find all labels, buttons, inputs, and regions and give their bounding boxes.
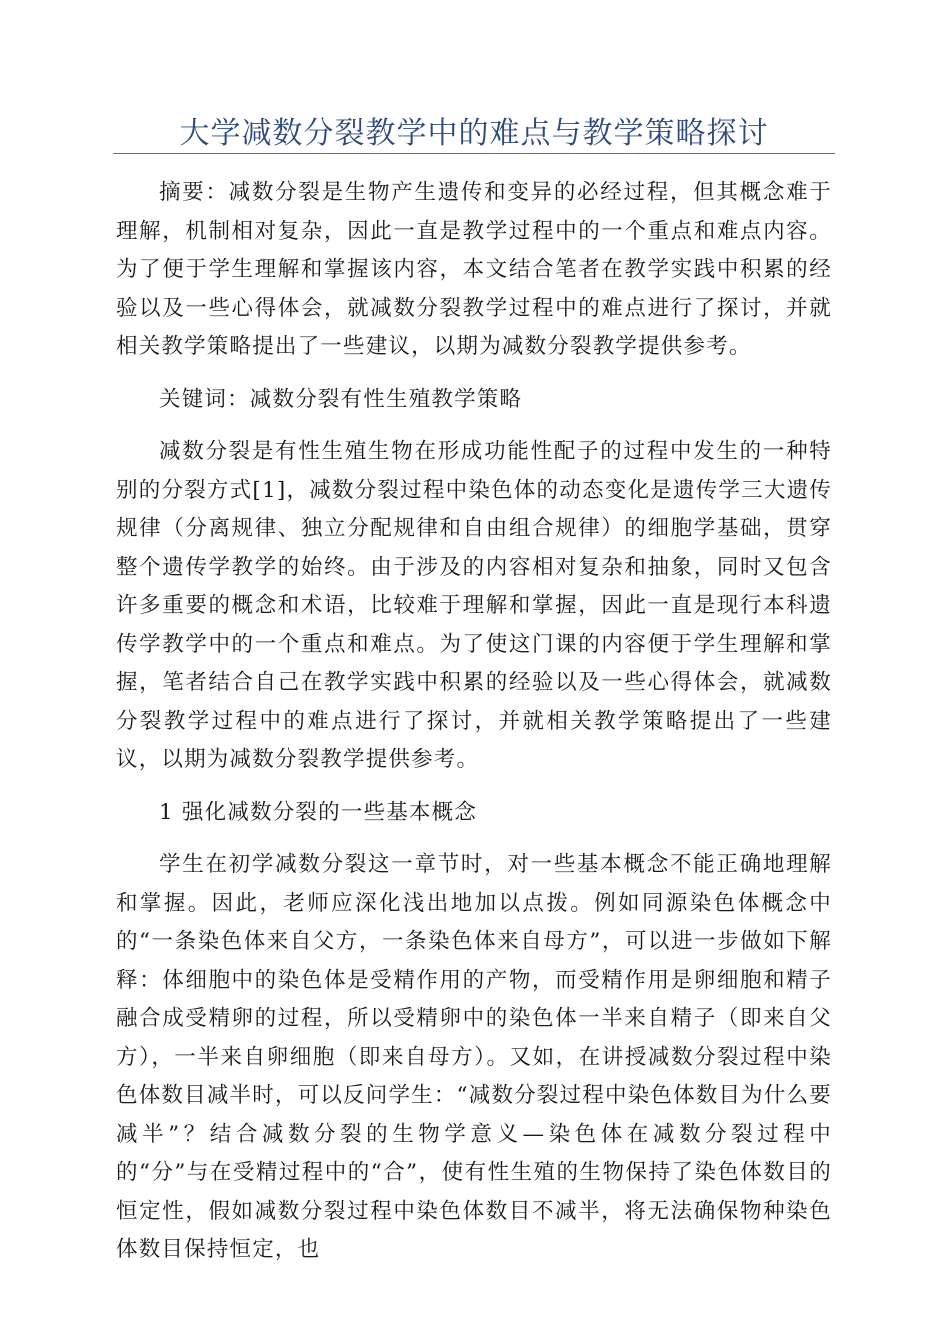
section-paragraph: 学生在初学减数分裂这一章节时，对一些基本概念不能正确地理解和掌握。因此，老师应深化浅出地加以点拨。例如同源染色体概念中的“一条染色体来自父方，一条染色体来自母方”，可以进一步做如下解释：体细胞中的染色体是受精作用的产物，而受精作用是卵细胞和精子融合成受精卵的过程，所以受精卵中的染色体一半来自精子（即来自父方），一半来自卵细胞（即来自母方）。又如，在讲授减数分裂过程中染色体数目减半时，可以反问学生：“减数分裂过程中染色体数目为什么要减半”？结合减数分裂的生物学意义—染色体在减数分裂过程中的“分”与在受精过程中的“合”，使有性生殖的生物保持了染色体数目的恒定性，假如减数分裂过程中染色体数目不减半，将无法确保物种染色体数目保持恒定，也 [116,852,832,1262]
title-underline [113,153,835,154]
abstract-paragraph: 摘要：减数分裂是生物产生遗传和变异的必经过程，但其概念难于理解，机制相对复杂，因此一直是教学过程中的一个重点和难点内容。为了便于学生理解和掌握该内容，本文结合笔者在教学实践中积累的经验以及一些心得体会，就减数分裂教学过程中的难点进行了探讨，并就相关教学策略提出了一些建议，以期为减数分裂教学提供参考。 [116,180,832,359]
section-heading: 1 强化减数分裂的一些基本概念 [159,799,478,825]
document-title: 大学减数分裂教学中的难点与教学策略探讨 [179,116,769,151]
document-body [116,174,832,1270]
title-block [113,112,835,156]
keywords-paragraph: 关键词：减数分裂有性生殖教学策略 [159,386,523,412]
intro-paragraph: 减数分裂是有性生殖生物在形成功能性配子的过程中发生的一种特别的分裂方式[1]，减数分裂过程中染色体的动态变化是遗传学三大遗传规律（分离规律、独立分配规律和自由组合规律）的细胞学基础，贯穿整个遗传学教学的始终。由于涉及的内容相对复杂和抽象，同时又包含许多重要的概念和术语，比较难于理解和掌握，因此一直是现行本科遗传学教学中的一个重点和难点。为了使这门课的内容便于学生理解和掌握，笔者结合自己在教学实践中积累的经验以及一些心得体会，就减数分裂教学过程中的难点进行了探讨，并就相关教学策略提出了一些建议，以期为减数分裂教学提供参考。 [116,439,832,772]
